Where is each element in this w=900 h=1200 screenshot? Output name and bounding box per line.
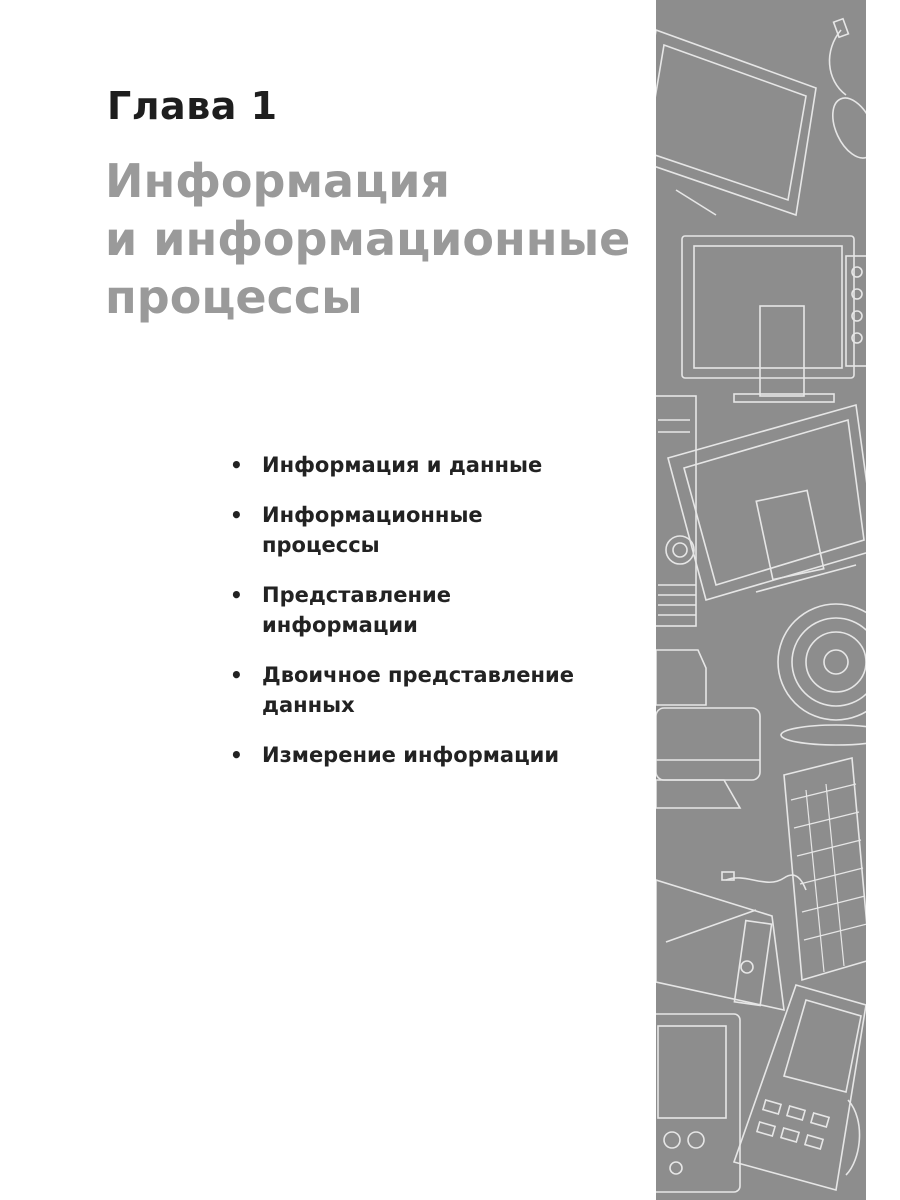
topic-item	[228, 500, 638, 560]
printer-icon	[656, 650, 760, 808]
desktop-monitor-icon	[682, 236, 854, 402]
chapter-title-line: Информация	[105, 154, 450, 208]
computer-case-icon	[656, 396, 696, 626]
bullet-icon: •	[230, 453, 243, 477]
side-panel-illustration	[656, 0, 866, 1200]
media-player-icon	[656, 1014, 740, 1192]
topic-line: процессы	[262, 533, 380, 557]
topic-item	[228, 580, 638, 640]
mouse-icon	[824, 19, 866, 165]
bullet-icon: •	[230, 743, 243, 767]
monitor-icon	[656, 30, 816, 215]
topic-line: Информация и данные	[262, 453, 543, 477]
chapter-label: Глава 1	[107, 84, 278, 128]
topic-list	[228, 450, 638, 790]
topic-line: информации	[262, 613, 418, 637]
topic-line: Двоичное представление	[262, 663, 574, 687]
topic-line: Представление	[262, 583, 451, 607]
bullet-icon: •	[230, 583, 243, 607]
speaker-icon	[846, 256, 866, 366]
topic-line: данных	[262, 693, 355, 717]
topic-item	[228, 660, 638, 720]
bullet-icon: •	[230, 503, 243, 527]
drawing-tablet-icon	[656, 872, 806, 1010]
topic-line: Измерение информации	[262, 743, 560, 767]
mobile-phone-icon	[734, 985, 866, 1190]
keyboard-icon	[784, 758, 866, 980]
topic-item	[228, 740, 638, 770]
bullet-icon: •	[230, 663, 243, 687]
disc-icon	[778, 604, 866, 745]
topic-line: Информационные	[262, 503, 483, 527]
chapter-title	[105, 152, 665, 326]
chapter-title-line: процессы	[105, 270, 363, 324]
tablet-display-icon	[668, 405, 866, 600]
topic-item	[228, 450, 638, 480]
chapter-title-line: и информационные	[105, 212, 631, 266]
